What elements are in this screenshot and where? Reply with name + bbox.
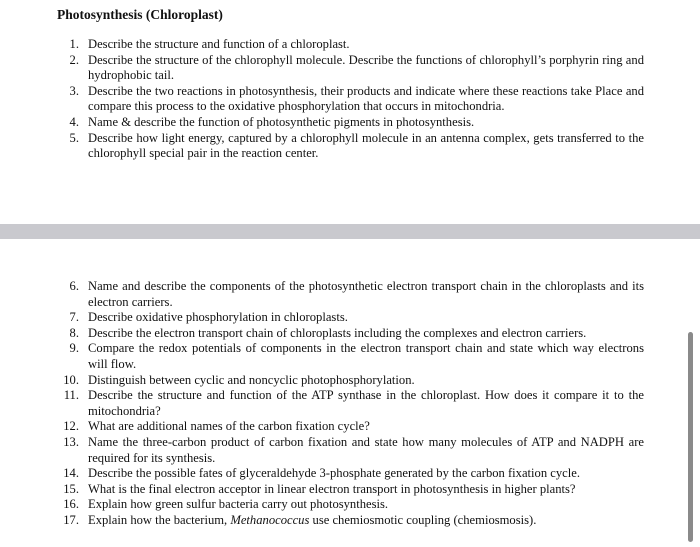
- item-number: 2.: [69, 52, 79, 67]
- item-text: Compare the redox potentials of components in the electron transport chain and state which way electrons will flow.: [88, 341, 644, 371]
- list-item: [0, 466, 700, 482]
- item-text: Name the three-carbon product of carbon fixation and state how many molecules of ATP and NADPH are required for its synthesis.: [88, 434, 644, 465]
- item-number: 1.: [69, 37, 79, 51]
- list-item: [0, 373, 700, 389]
- item-number: 10.: [63, 372, 79, 387]
- question-list-bottom: [0, 279, 700, 529]
- item-number: 5.: [69, 130, 79, 145]
- item-number: 9.: [69, 341, 79, 356]
- list-item: [0, 84, 700, 115]
- item-number: 15.: [63, 481, 79, 496]
- list-item: [0, 131, 700, 162]
- item-text: Describe the structure and function of a chloroplast.: [88, 37, 350, 51]
- item-text: Distinguish between cyclic and noncyclic photophosphorylation.: [88, 372, 415, 387]
- question-list-top: [0, 37, 700, 162]
- item-number: 16.: [63, 497, 79, 512]
- item-number: 6.: [69, 279, 79, 293]
- item-text: Describe the structure and function of the ATP synthase in the chloroplast. How does it compare it to the mitochondria?: [88, 388, 644, 418]
- item-number: 4.: [69, 114, 79, 129]
- item-text: What are additional names of the carbon fixation cycle?: [88, 419, 370, 434]
- item-number: 11.: [63, 388, 79, 403]
- list-item: [0, 37, 700, 53]
- item-text: [88, 513, 536, 527]
- list-item: [0, 497, 700, 513]
- item-number: 17.: [63, 512, 79, 527]
- item-text: What is the final electron acceptor in linear electron transport in photosynthesis in higher plants?: [88, 481, 576, 496]
- item-number: 12.: [63, 419, 79, 434]
- item-number: 8.: [69, 325, 79, 340]
- vertical-scrollbar[interactable]: [688, 332, 693, 542]
- item-number: 7.: [69, 310, 79, 325]
- item-number: 14.: [63, 466, 79, 481]
- list-item: [0, 482, 700, 498]
- list-item: [0, 435, 700, 466]
- list-item: [0, 419, 700, 435]
- page-title: Photosynthesis (Chloroplast): [57, 7, 223, 22]
- list-item: [0, 115, 700, 131]
- item-text-post: use chemiosmotic coupling (chemiosmosis).: [309, 512, 537, 527]
- item-text: Describe the possible fates of glyceraldehyde 3-phosphate generated by the carbon fixation cycle.: [88, 466, 581, 481]
- item-text: Describe the electron transport chain of chloroplasts including the complexes and electron carriers.: [88, 325, 587, 340]
- item-number: 13.: [63, 434, 79, 449]
- item-text: Describe how light energy, captured by a chlorophyll molecule in an antenna complex, gets transferred to the chlorophyll special pair in the reaction center.: [88, 130, 644, 161]
- item-number: 3.: [69, 83, 79, 98]
- item-text-species: Methanococcus: [230, 512, 310, 527]
- list-item: [0, 326, 700, 342]
- list-item: [0, 341, 700, 372]
- item-text: Name and describe the components of the photosynthetic electron transport chain in the chloroplasts and its electron carriers.: [88, 279, 644, 309]
- list-item: [0, 310, 700, 326]
- item-text: Explain how green sulfur bacteria carry out photosynthesis.: [88, 497, 389, 512]
- item-text: Describe oxidative phosphorylation in chloroplasts.: [88, 310, 348, 325]
- page-divider: [0, 224, 700, 239]
- item-text: Describe the two reactions in photosynthesis, their products and indicate where these reactions take Place and compare this process to the oxidative phosphorylation that occurs in mitochondria.: [88, 83, 644, 114]
- item-text: Name & describe the function of photosynthetic pigments in photosynthesis.: [88, 114, 475, 129]
- item-text: Describe the structure of the chlorophyll molecule. Describe the functions of chlorophyll’s porphyrin ring and hydrophobic tail.: [88, 52, 644, 83]
- list-item: [0, 513, 700, 529]
- list-item: [0, 388, 700, 419]
- item-text-pre: Explain how the bacterium,: [88, 512, 231, 527]
- list-item: [0, 53, 700, 84]
- list-item: [0, 279, 700, 310]
